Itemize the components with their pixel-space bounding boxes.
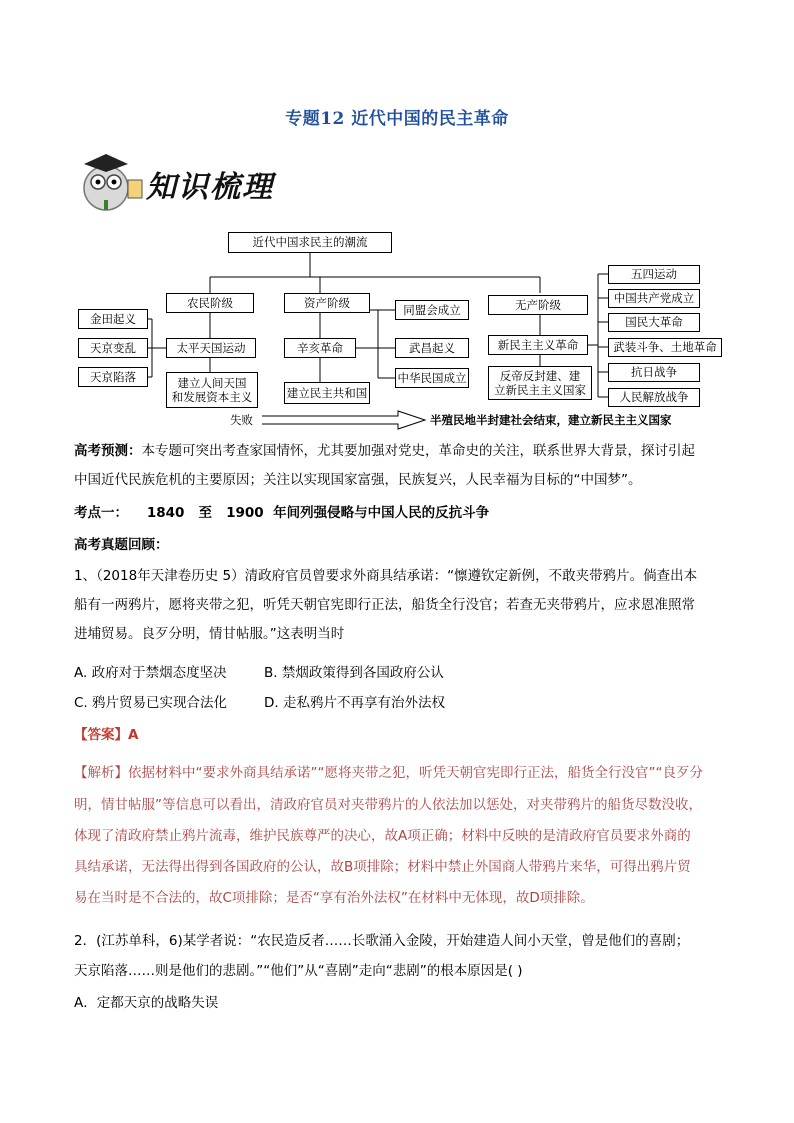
event-tianjing-fall: 天京陷落 (78, 367, 148, 387)
q1-option-c: C. 鸦片贸易已实现合法化 (74, 695, 228, 711)
q1-analysis-5: 易在当时是不合法的，故C项排除；是否“享有治外法权”在材料中无体现，故D项排除。 (74, 890, 594, 906)
review-heading: 高考真题回顾： (74, 537, 169, 553)
q1-analysis-3: 体现了清政府禁止鸦片流毒，维护民族尊严的决心，故A项正确；材料中反映的是清政府官员要求外商的 (74, 828, 691, 844)
event-roc-founded: 中华民国成立 (395, 368, 469, 388)
q1-option-a: A. 政府对于禁烟态度坚决 (74, 665, 227, 681)
peasant-goal: 建立人间天国 和发展资本主义 (166, 372, 258, 408)
q1-analysis-4: 具结承诺，无法得出得到各国政府的公认，故B项排除；材料中禁止外国商人带鸦片来华，可得出鸦片贸 (74, 859, 691, 875)
new-democratic-revolution: 新民主主义革命 (488, 335, 588, 355)
proletariat-head: 无产阶级 (488, 295, 588, 315)
event-tianjing-turmoil: 天京变乱 (78, 338, 148, 358)
taiping-movement: 太平天国运动 (166, 338, 256, 358)
q1-options-ab (74, 660, 730, 686)
root-box: 近代中国求民主的潮流 (228, 232, 392, 253)
q1-option-b: B. 禁烟政策得到各国政府公认 (264, 665, 444, 681)
event-ccp-founded: 中国共产党成立 (608, 289, 700, 308)
prediction-line-2: 中国近代民族危机的主要原因；关注以实现国家富强，民族复兴，人民幸福为目标的“中国梦”。 (74, 472, 642, 488)
q1-option-d: D. 走私鸦片不再享有治外法权 (264, 695, 445, 711)
banner-title: 知识梳理 (146, 170, 274, 205)
q1-analysis-2: 明，情甘帖服”等信息可以看出，清政府官员对夹带鸦片的人依法加以惩处，对夹带鸦片的船货尽数没收， (74, 797, 702, 813)
q1-answer: 【答案】A (74, 727, 139, 743)
fail-label: 失败 (230, 413, 253, 427)
event-armed-struggle: 武装斗争、土地革命 (608, 338, 722, 357)
result-label: 半殖民地半封建社会结束，建立新民主主义国家 (430, 413, 672, 427)
q1-analysis-1: 【解析】依据材料中“要求外商具结承诺”“愿将夹带之犯，听凭天朝官宪即行正法，船货全行没官”“良歹分 (74, 765, 703, 781)
q1-options-cd (74, 690, 730, 716)
bourgeois-goal: 建立民主共和国 (284, 382, 370, 404)
event-may-fourth: 五四运动 (608, 265, 700, 284)
event-liberation-war: 人民解放战争 (608, 388, 700, 407)
q1-line-1: 1、（2018年天津卷历史 5）清政府官员曾要求外商具结承诺：“懔遵钦定新例，不敢夹带鸦片。倘查出本 (74, 568, 698, 584)
event-tongmenghui: 同盟会成立 (395, 300, 469, 320)
event-jintian: 金田起义 (78, 309, 148, 329)
bourgeois-head: 资产阶级 (284, 293, 370, 313)
q2-line-1: 2．(江苏单科，6)某学者说：“农民造反者……长歌涌入金陵，开始建造人间小天堂，曾是他们的喜剧； (74, 933, 690, 949)
q1-line-2: 船有一两鸦片，愿将夹带之犯，听凭天朝官宪即行正法，船货全行没官；若查无夹带鸦片，应求恩准照常 (74, 597, 695, 613)
xinhai-revolution: 辛亥革命 (284, 338, 356, 358)
revolution-diagram (0, 0, 794, 440)
page-title: 专题12 近代中国的民主革命 (285, 109, 509, 129)
event-national-revolution: 国民大革命 (608, 313, 700, 332)
event-anti-japanese-war: 抗日战争 (608, 363, 700, 382)
peasant-head: 农民阶级 (166, 293, 254, 313)
q2-option-a: A．定都天京的战略失误 (74, 995, 219, 1011)
q1-line-3: 进埔贸易。良歹分明，情甘帖服。”这表明当时 (74, 626, 345, 642)
proletariat-goal: 反帝反封建、建 立新民主主义国家 (488, 366, 592, 400)
event-wuchang: 武昌起义 (395, 338, 469, 358)
prediction-line-1: 高考预测：本专题可突出考查家国情怀，尤其要加强对党史，革命史的关注，联系世界大背景，探讨引起 (74, 443, 695, 459)
q2-line-2: 天京陷落……则是他们的悲剧。”“他们”从“喜剧”走向“悲剧”的根本原因是( ) (74, 963, 523, 979)
kaodian-heading: 考点一： 1840 至 1900 年间列强侵略与中国人民的反抗斗争 (74, 505, 490, 521)
